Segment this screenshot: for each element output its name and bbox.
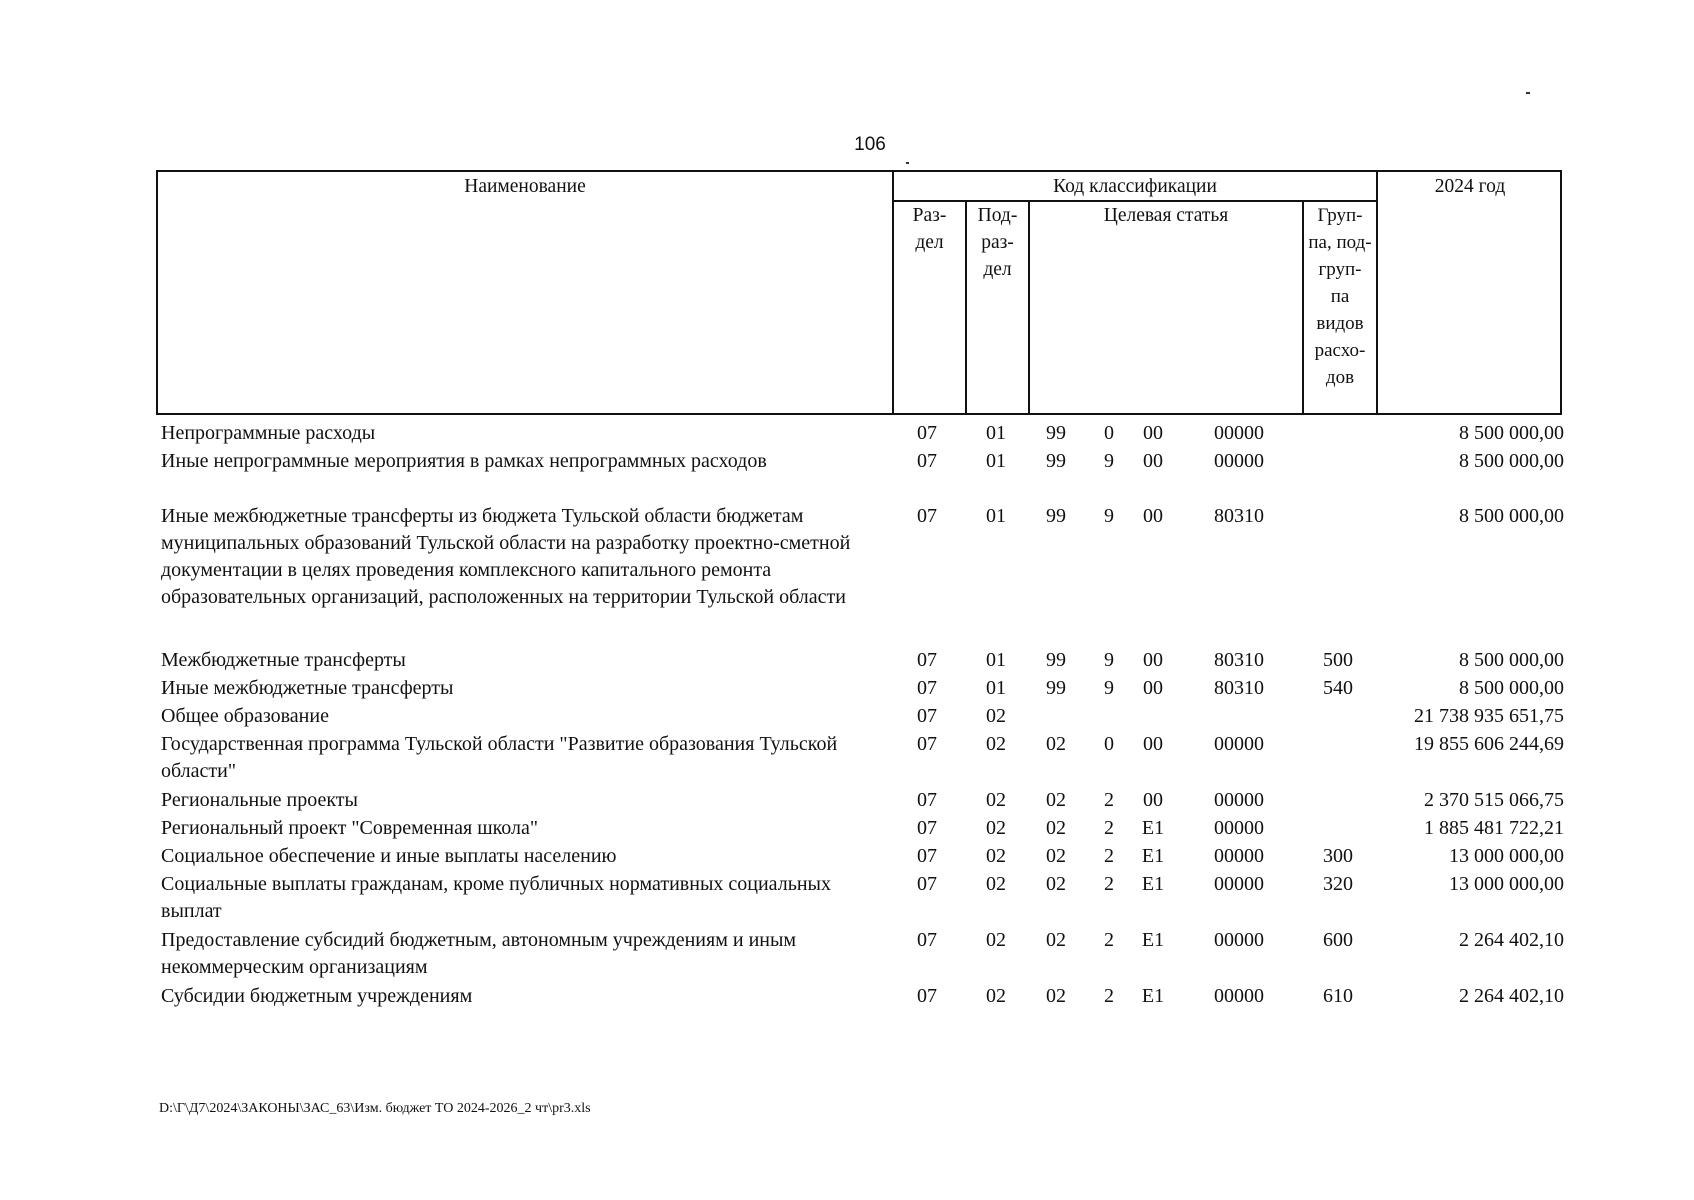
row-group: 610 <box>1323 985 1353 1007</box>
row-group: 540 <box>1323 677 1353 699</box>
row-razdel: 07 <box>917 817 937 839</box>
row-target-2: 9 <box>1104 505 1114 527</box>
row-target-4: 00000 <box>1214 873 1264 895</box>
row-target-2: 9 <box>1104 677 1114 699</box>
row-target-1: 99 <box>1046 505 1066 527</box>
row-razdel: 07 <box>917 705 937 727</box>
row-target-2: 0 <box>1104 422 1114 444</box>
row-target-4: 00000 <box>1214 985 1264 1007</box>
row-target-1: 02 <box>1046 733 1066 755</box>
row-target-3: E1 <box>1141 845 1165 867</box>
row-sum: 2 370 515 066,75 <box>1424 789 1564 811</box>
row-podrazdel: 01 <box>986 505 1006 527</box>
row-sum: 8 500 000,00 <box>1459 677 1564 699</box>
row-target-2: 2 <box>1104 929 1114 951</box>
row-target-4: 00000 <box>1214 845 1264 867</box>
row-podrazdel: 01 <box>986 450 1006 472</box>
row-name: Региональный проект "Современная школа" <box>161 817 539 839</box>
table-row <box>0 815 1694 842</box>
scan-mark <box>1526 92 1530 94</box>
row-target-3: E1 <box>1141 817 1165 839</box>
table-row <box>0 983 1694 1010</box>
row-razdel: 07 <box>917 733 937 755</box>
row-target-1: 02 <box>1046 929 1066 951</box>
header-year: 2024 год <box>1434 176 1506 197</box>
row-razdel: 07 <box>917 929 937 951</box>
row-target-4: 80310 <box>1214 505 1264 527</box>
row-target-4: 00000 <box>1214 422 1264 444</box>
table-row <box>0 448 1694 475</box>
table-row <box>0 503 1694 608</box>
row-name: Социальные выплаты гражданам, кроме публичных нормативных социальных выплат <box>161 873 831 922</box>
row-sum: 8 500 000,00 <box>1459 505 1564 527</box>
row-name: Предоставление субсидий бюджетным, автономным учреждениям и иным некоммерческим организациям <box>161 929 797 978</box>
row-name: Субсидии бюджетным учреждениям <box>161 985 473 1007</box>
row-podrazdel: 02 <box>986 705 1006 727</box>
row-target-4: 00000 <box>1214 817 1264 839</box>
row-target-3: 00 <box>1143 450 1163 472</box>
row-target-1: 02 <box>1046 985 1066 1007</box>
row-razdel: 07 <box>917 422 937 444</box>
row-target-4: 80310 <box>1214 677 1264 699</box>
row-target-1: 02 <box>1046 789 1066 811</box>
row-podrazdel: 02 <box>986 733 1006 755</box>
header-group: Груп- па, под- груп- па видов расхо- дов <box>1308 205 1372 388</box>
row-podrazdel: 02 <box>986 789 1006 811</box>
table-row <box>0 731 1694 782</box>
row-target-2: 2 <box>1104 817 1114 839</box>
row-sum: 2 264 402,10 <box>1459 929 1564 951</box>
row-group: 320 <box>1323 873 1353 895</box>
row-target-3: 00 <box>1143 422 1163 444</box>
row-sum: 8 500 000,00 <box>1459 649 1564 671</box>
row-razdel: 07 <box>917 450 937 472</box>
row-sum: 2 264 402,10 <box>1459 985 1564 1007</box>
scan-mark <box>906 162 909 164</box>
row-target-4: 80310 <box>1214 649 1264 671</box>
row-podrazdel: 02 <box>986 845 1006 867</box>
table-header <box>156 170 1562 415</box>
row-target-1: 99 <box>1046 677 1066 699</box>
row-target-3: E1 <box>1141 985 1165 1007</box>
row-podrazdel: 02 <box>986 985 1006 1007</box>
header-target: Целевая статья <box>1103 205 1229 226</box>
row-target-3: 00 <box>1143 789 1163 811</box>
row-podrazdel: 02 <box>986 817 1006 839</box>
row-target-4: 00000 <box>1214 450 1264 472</box>
row-target-1: 02 <box>1046 845 1066 867</box>
table-row <box>0 675 1694 702</box>
row-podrazdel: 01 <box>986 649 1006 671</box>
table-row <box>0 703 1694 730</box>
table-row <box>0 420 1694 447</box>
header-razdel: Раз- дел <box>912 205 947 253</box>
row-name: Иные непрограммные мероприятия в рамках непрограммных расходов <box>161 450 767 472</box>
row-sum: 13 000 000,00 <box>1449 873 1564 895</box>
row-podrazdel: 02 <box>986 929 1006 951</box>
row-razdel: 07 <box>917 677 937 699</box>
row-razdel: 07 <box>917 649 937 671</box>
row-target-2: 9 <box>1104 450 1114 472</box>
row-name: Региональные проекты <box>161 789 358 811</box>
row-razdel: 07 <box>917 985 937 1007</box>
row-name: Иные межбюджетные трансферты <box>161 677 454 699</box>
row-name: Иные межбюджетные трансферты из бюджета Тульской области бюджетам муниципальных образований Тульской области на разработку проектно-сметной документации в целях проведения комплексного капитального ремонта образовательных организаций, расположенных на территории Тульской области <box>161 505 851 608</box>
row-target-1: 99 <box>1046 450 1066 472</box>
row-razdel: 07 <box>917 845 937 867</box>
row-sum: 13 000 000,00 <box>1449 845 1564 867</box>
row-podrazdel: 02 <box>986 873 1006 895</box>
row-target-3: 00 <box>1143 505 1163 527</box>
row-razdel: 07 <box>917 505 937 527</box>
table-row <box>0 787 1694 814</box>
row-group: 300 <box>1323 845 1353 867</box>
row-target-2: 9 <box>1104 649 1114 671</box>
row-target-1: 02 <box>1046 817 1066 839</box>
header-code: Код классификации <box>1053 176 1217 197</box>
row-name: Государственная программа Тульской области "Развитие образования Тульской области" <box>161 733 838 782</box>
row-target-4: 00000 <box>1214 929 1264 951</box>
divider <box>1376 172 1378 413</box>
row-target-4: 00000 <box>1214 733 1264 755</box>
page-number: 106 <box>854 134 886 155</box>
row-razdel: 07 <box>917 789 937 811</box>
row-target-3: 00 <box>1143 649 1163 671</box>
row-target-3: 00 <box>1143 677 1163 699</box>
row-target-2: 2 <box>1104 873 1114 895</box>
table-row <box>0 647 1694 674</box>
row-group: 500 <box>1323 649 1353 671</box>
row-name: Социальное обеспечение и иные выплаты населению <box>161 845 617 867</box>
row-target-1: 99 <box>1046 649 1066 671</box>
divider <box>1028 200 1030 413</box>
row-target-2: 2 <box>1104 985 1114 1007</box>
row-target-1: 02 <box>1046 873 1066 895</box>
row-group: 600 <box>1323 929 1353 951</box>
table-row <box>0 843 1694 870</box>
row-target-2: 0 <box>1104 733 1114 755</box>
row-podrazdel: 01 <box>986 677 1006 699</box>
file-path-footer: D:\Г\Д7\2024\ЗАКОНЫ\ЗАС_63\Изм. бюджет ТО 2024-2026_2 чт\pr3.xls <box>159 1101 591 1116</box>
row-razdel: 07 <box>917 873 937 895</box>
header-name: Наименование <box>464 176 586 197</box>
row-target-3: E1 <box>1141 873 1165 895</box>
row-sum: 1 885 481 722,21 <box>1424 817 1564 839</box>
table-row <box>0 871 1694 922</box>
row-sum: 8 500 000,00 <box>1459 422 1564 444</box>
row-sum: 19 855 606 244,69 <box>1414 733 1564 755</box>
row-target-4: 00000 <box>1214 789 1264 811</box>
row-sum: 8 500 000,00 <box>1459 450 1564 472</box>
header-podrazdel: Под- раз- дел <box>977 205 1018 280</box>
row-target-2: 2 <box>1104 789 1114 811</box>
row-name: Непрограммные расходы <box>161 422 376 444</box>
row-podrazdel: 01 <box>986 422 1006 444</box>
row-name: Межбюджетные трансферты <box>161 649 406 671</box>
row-sum: 21 738 935 651,75 <box>1414 705 1564 727</box>
row-target-1: 99 <box>1046 422 1066 444</box>
row-target-3: 00 <box>1143 733 1163 755</box>
row-name: Общее образование <box>161 705 329 727</box>
row-target-2: 2 <box>1104 845 1114 867</box>
table-row <box>0 927 1694 978</box>
row-target-3: E1 <box>1141 929 1165 951</box>
